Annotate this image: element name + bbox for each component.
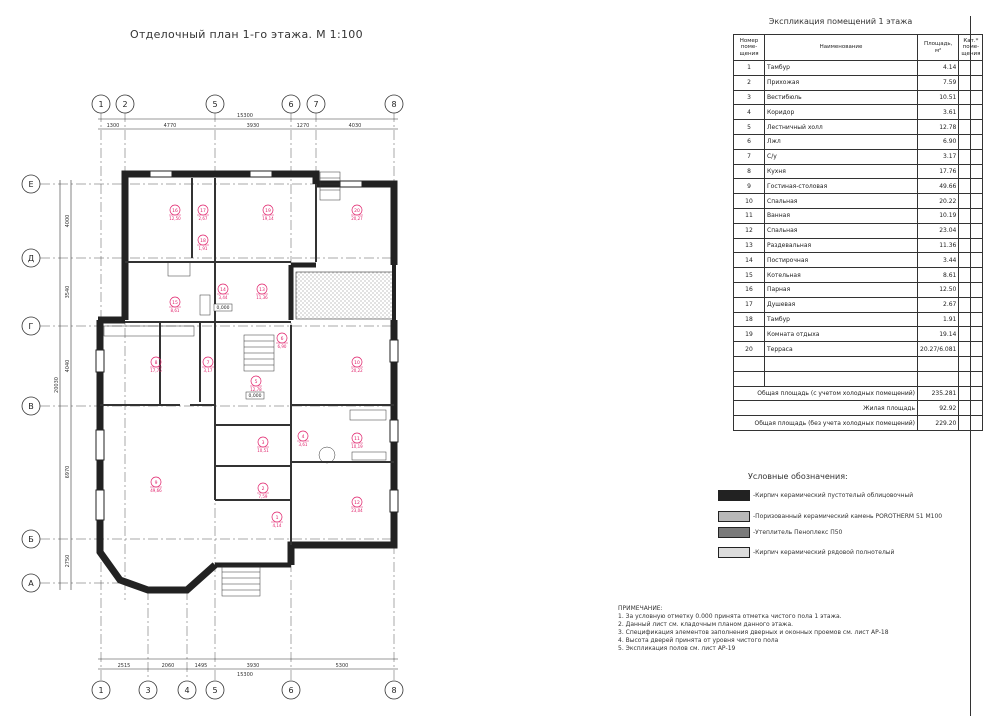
interior-walls	[100, 178, 394, 545]
dimension-value: 15300	[237, 113, 253, 119]
room-area: 6,90	[277, 344, 287, 349]
room-area: 20,27	[351, 216, 363, 221]
room-number: 9	[154, 481, 158, 486]
room-tag	[169, 205, 181, 221]
cell-name: Лжл	[765, 134, 918, 149]
axis-label: Б	[28, 535, 34, 544]
cell-area: 3.61	[918, 105, 959, 120]
room-number: 6	[280, 337, 284, 342]
axis-label: Е	[28, 180, 34, 189]
cell-name: Душевая	[765, 297, 918, 312]
legend-title: Условные обозначения:	[748, 472, 848, 481]
dimension-value: 2060	[161, 663, 175, 669]
header-category: Кат.* поме-щения	[959, 35, 983, 61]
cell-category	[959, 134, 983, 149]
axis-marker-left	[22, 175, 40, 193]
axis-marker-top	[282, 95, 300, 113]
room-area: 2,67	[198, 216, 208, 221]
axis-marker-left	[22, 397, 40, 415]
cell-no: 19	[734, 327, 765, 342]
cell-category	[959, 327, 983, 342]
note-line: 2. Данный лист см. кладочным планом данного этажа.	[618, 621, 794, 628]
table-row	[734, 194, 983, 209]
dimension-value: 6970	[65, 465, 71, 479]
room-area: 20,22	[351, 368, 363, 373]
summary-row	[734, 416, 983, 431]
room-tag	[250, 376, 262, 392]
table-row	[734, 312, 983, 327]
axis-marker-top	[307, 95, 325, 113]
cell-name: Ванная	[765, 208, 918, 223]
summary-row	[734, 386, 983, 401]
exterior-walls	[98, 174, 394, 590]
cell-name: Тамбур	[765, 61, 918, 76]
room-number: 4	[301, 435, 305, 440]
cell-area: 10.51	[918, 90, 959, 105]
cell-category	[959, 223, 983, 238]
cell-category	[959, 268, 983, 283]
axis-label: 6	[288, 100, 294, 109]
cell-no: 2	[734, 75, 765, 90]
cell-name: Тамбур	[765, 312, 918, 327]
room-tag	[257, 437, 269, 453]
cell-category	[959, 282, 983, 297]
axis-label: А	[28, 579, 34, 588]
cell-area: 19.14	[918, 327, 959, 342]
room-area: 12,78	[250, 387, 262, 392]
room-tag	[351, 433, 363, 449]
room-tag	[197, 205, 209, 221]
cell-category	[959, 90, 983, 105]
dimension-value: 4040	[65, 359, 71, 373]
cell-area: 2.67	[918, 297, 959, 312]
cell-name: Постирочная	[765, 253, 918, 268]
cell-name: Гостиная-столовая	[765, 179, 918, 194]
cell-name: Лестничный холл	[765, 120, 918, 135]
room-number: 5	[254, 380, 258, 385]
axis-label: 6	[288, 686, 294, 695]
room-number: 13	[259, 288, 265, 293]
room-tag	[262, 205, 274, 221]
terrace-hatch	[296, 272, 394, 319]
table-row-empty	[734, 371, 983, 386]
level-mark: 0,000	[216, 306, 230, 311]
legend-item	[718, 510, 942, 522]
room-tag	[202, 357, 214, 373]
axis-label: 2	[122, 100, 128, 109]
axis-markers-bottom	[92, 681, 403, 699]
room-tag	[351, 205, 363, 221]
cell-category	[959, 61, 983, 76]
dimension-value: 4030	[348, 123, 362, 129]
cell-name: Комната отдыха	[765, 327, 918, 342]
room-tag	[351, 497, 363, 513]
room-area: 11,36	[256, 295, 268, 300]
table-row	[734, 149, 983, 164]
cell-name: Терраса	[765, 342, 918, 357]
cell-area: 7.59	[918, 75, 959, 90]
summary-value: 229.20	[918, 416, 959, 431]
axis-label: 4	[184, 686, 190, 695]
cell-area: 20.22	[918, 194, 959, 209]
room-number: 16	[172, 209, 178, 214]
cell-name: Коридор	[765, 105, 918, 120]
cell-no: 9	[734, 179, 765, 194]
axis-marker-bottom	[139, 681, 157, 699]
cell-category	[959, 179, 983, 194]
room-area: 10,51	[257, 448, 269, 453]
table-row	[734, 90, 983, 105]
table-row	[734, 120, 983, 135]
legend-swatch	[718, 490, 750, 501]
room-schedule-table	[733, 34, 983, 431]
cell-category	[959, 253, 983, 268]
table-row	[734, 75, 983, 90]
cell-name: Спальная	[765, 194, 918, 209]
room-area: 8,61	[170, 308, 180, 313]
table-row	[734, 282, 983, 297]
legend-swatch	[718, 527, 750, 538]
axis-marker-left	[22, 317, 40, 335]
axis-label: Д	[27, 254, 35, 263]
table-row	[734, 61, 983, 76]
axis-marker-bottom	[385, 681, 403, 699]
table-row	[734, 268, 983, 283]
axis-markers-top	[92, 95, 403, 113]
summary-label: Жилая площадь	[734, 401, 918, 416]
axis-label: 8	[391, 100, 397, 109]
dimension-value: 15300	[237, 672, 253, 678]
dimension-value: 3930	[246, 123, 260, 129]
summary-label: Общая площадь (с учетом холодных помещений)	[734, 386, 918, 401]
cell-area: 11.36	[918, 238, 959, 253]
table-row	[734, 327, 983, 342]
dimensions-left	[54, 215, 71, 568]
cell-no: 3	[734, 90, 765, 105]
room-number: 11	[354, 437, 360, 442]
cell-area: 12.50	[918, 282, 959, 297]
cell-name: Прихожая	[765, 75, 918, 90]
dimension-value: 3540	[65, 285, 71, 299]
axis-label: 8	[391, 686, 397, 695]
axis-label: 1	[98, 686, 104, 695]
legend-item	[718, 546, 894, 558]
legend-item	[718, 489, 913, 501]
room-number: 8	[154, 361, 158, 366]
dimension-value: 3930	[246, 663, 260, 669]
axis-grid	[40, 112, 400, 680]
room-tag	[197, 235, 209, 251]
cell-name: Вестибюль	[765, 90, 918, 105]
legend-label: -Кирпич керамический рядовой полнотелый	[753, 548, 895, 556]
room-number: 3	[261, 441, 265, 446]
cell-category	[959, 149, 983, 164]
room-tag	[217, 284, 229, 300]
header-no: Номер поме-щения	[734, 35, 765, 61]
room-number: 19	[265, 209, 271, 214]
stairs	[222, 172, 340, 596]
room-number: 18	[200, 239, 206, 244]
legend-label: -Кирпич керамический пустотелый облицовочный	[753, 491, 914, 499]
cell-category	[959, 312, 983, 327]
axis-markers-left	[22, 175, 40, 592]
axis-label: В	[28, 402, 34, 411]
cell-no: 13	[734, 238, 765, 253]
note-line: 1. За условную отметку 0.000 принята отметка чистого пола 1 этажа.	[618, 613, 842, 620]
room-number: 7	[206, 361, 210, 366]
room-number: 2	[261, 487, 265, 492]
cell-area: 23.04	[918, 223, 959, 238]
room-tag	[150, 477, 162, 493]
table-row	[734, 164, 983, 179]
axis-marker-left	[22, 249, 40, 267]
room-area: 10,19	[351, 444, 363, 449]
cell-area: 49.66	[918, 179, 959, 194]
cell-area: 20.27/6.081	[918, 342, 959, 357]
level-mark: 0,000	[248, 394, 262, 399]
table-row	[734, 208, 983, 223]
axis-label: 5	[212, 100, 218, 109]
legend-label: -Утеплитель Пеноплекс П50	[753, 528, 843, 536]
room-area: 17,76	[150, 368, 162, 373]
cell-category	[959, 164, 983, 179]
table-row	[734, 179, 983, 194]
plan-title: Отделочный план 1-го этажа. М 1:100	[130, 28, 363, 41]
cell-name: Раздевальная	[765, 238, 918, 253]
cell-name: Парная	[765, 282, 918, 297]
cell-no: 16	[734, 282, 765, 297]
room-tag	[257, 483, 269, 499]
room-number: 15	[172, 301, 178, 306]
dimension-value: 4770	[163, 123, 177, 129]
room-number: 17	[200, 209, 206, 214]
room-area: 19,14	[262, 216, 274, 221]
room-area: 1,91	[198, 246, 208, 251]
cell-no: 4	[734, 105, 765, 120]
cell-name: Кухня	[765, 164, 918, 179]
table-row	[734, 342, 983, 357]
room-area: 4,14	[272, 523, 282, 528]
table-row	[734, 253, 983, 268]
table-row	[734, 134, 983, 149]
cell-no: 1	[734, 61, 765, 76]
dimension-value: 4000	[65, 214, 71, 228]
windows	[96, 171, 398, 520]
room-tags	[150, 205, 363, 528]
header-name: Наименование	[765, 35, 918, 61]
table-title: Экспликация помещений 1 этажа	[768, 17, 913, 26]
cell-no: 8	[734, 164, 765, 179]
note-line: 5. Экспликация полов см. лист АР-19	[618, 645, 736, 652]
cell-area: 6.90	[918, 134, 959, 149]
room-tag	[256, 284, 268, 300]
room-tag	[150, 357, 162, 373]
dimension-lines	[60, 119, 398, 669]
room-number: 1	[275, 516, 279, 521]
room-tag	[271, 512, 283, 528]
axis-marker-bottom	[206, 681, 224, 699]
axis-marker-bottom	[92, 681, 110, 699]
room-area: 23,04	[351, 508, 363, 513]
table-row-empty	[734, 356, 983, 371]
dimension-value: 2515	[117, 663, 131, 669]
table-row	[734, 105, 983, 120]
room-tag	[351, 357, 363, 373]
cell-no: 10	[734, 194, 765, 209]
axis-marker-top	[206, 95, 224, 113]
cell-no: 12	[734, 223, 765, 238]
cell-name: С/у	[765, 149, 918, 164]
cell-area: 3.17	[918, 149, 959, 164]
cell-area: 3.44	[918, 253, 959, 268]
summary-value: 235.281	[918, 386, 959, 401]
cell-no: 11	[734, 208, 765, 223]
legend-swatch	[718, 547, 750, 558]
summary-value: 92.92	[918, 401, 959, 416]
axis-marker-top	[92, 95, 110, 113]
note-line: 3. Спецификация элементов заполнения дверных и оконных проемов см. лист АР-18	[618, 629, 889, 636]
room-area: 12,50	[169, 216, 181, 221]
legend-label: -Поризованный керамический камень POROTHERM 51 M100	[753, 512, 943, 520]
dimensions-bottom	[118, 663, 349, 678]
axis-marker-top	[385, 95, 403, 113]
room-number: 14	[220, 288, 226, 293]
room-number: 12	[354, 501, 360, 506]
room-number: 20	[354, 209, 360, 214]
cell-no: 15	[734, 268, 765, 283]
cell-category	[959, 105, 983, 120]
dimension-value: 1495	[194, 663, 208, 669]
axis-marker-bottom	[282, 681, 300, 699]
cell-no: 17	[734, 297, 765, 312]
cell-area: 10.19	[918, 208, 959, 223]
room-tag	[297, 431, 309, 447]
dimensions-top	[107, 113, 362, 129]
axis-label: 5	[212, 686, 218, 695]
room-area: 7,59	[258, 494, 268, 499]
cell-category	[959, 194, 983, 209]
cell-area: 17.76	[918, 164, 959, 179]
cell-area: 8.61	[918, 268, 959, 283]
axis-label: 7	[313, 100, 319, 109]
cell-no: 6	[734, 134, 765, 149]
summary-label: Общая площадь (без учета холодных помещений)	[734, 416, 918, 431]
cell-name: Котельная	[765, 268, 918, 283]
dimension-value: 5300	[335, 663, 349, 669]
room-area: 3,61	[298, 442, 308, 447]
axis-marker-bottom	[178, 681, 196, 699]
cell-name: Спальная	[765, 223, 918, 238]
room-area: 49,66	[150, 488, 162, 493]
dimension-value: 2750	[65, 554, 71, 568]
axis-marker-left	[22, 530, 40, 548]
cell-category	[959, 120, 983, 135]
cell-category	[959, 342, 983, 357]
notes	[618, 605, 889, 653]
summary-row	[734, 401, 983, 416]
axis-label: 3	[145, 686, 151, 695]
cell-area: 4.14	[918, 61, 959, 76]
dimension-value: 1270	[296, 123, 310, 129]
room-tag	[169, 297, 181, 313]
legend-item	[718, 526, 842, 538]
cell-category	[959, 238, 983, 253]
cell-category	[959, 75, 983, 90]
legend-swatch	[718, 511, 750, 522]
notes-title: ПРИМЕЧАНИЕ:	[618, 605, 663, 612]
axis-label: 1	[98, 100, 104, 109]
cell-no: 18	[734, 312, 765, 327]
room-area: 3,44	[218, 295, 228, 300]
table-row	[734, 297, 983, 312]
cell-area: 12.78	[918, 120, 959, 135]
axis-label: Г	[28, 322, 34, 331]
cell-category	[959, 208, 983, 223]
header-area: Площадь, м²	[918, 35, 959, 61]
cell-category	[959, 297, 983, 312]
cell-no: 7	[734, 149, 765, 164]
cell-no: 14	[734, 253, 765, 268]
table-row	[734, 238, 983, 253]
room-tag	[276, 333, 288, 349]
cell-no: 5	[734, 120, 765, 135]
cell-no: 20	[734, 342, 765, 357]
dimension-value: 20030	[54, 377, 60, 393]
axis-marker-top	[116, 95, 134, 113]
cell-area: 1.91	[918, 312, 959, 327]
room-area: 3,17	[203, 368, 213, 373]
room-number: 10	[354, 361, 360, 366]
axis-marker-left	[22, 574, 40, 592]
table-row	[734, 223, 983, 238]
dimension-value: 1300	[106, 123, 120, 129]
note-line: 4. Высота дверей принята от уровня чистого пола	[618, 637, 779, 644]
